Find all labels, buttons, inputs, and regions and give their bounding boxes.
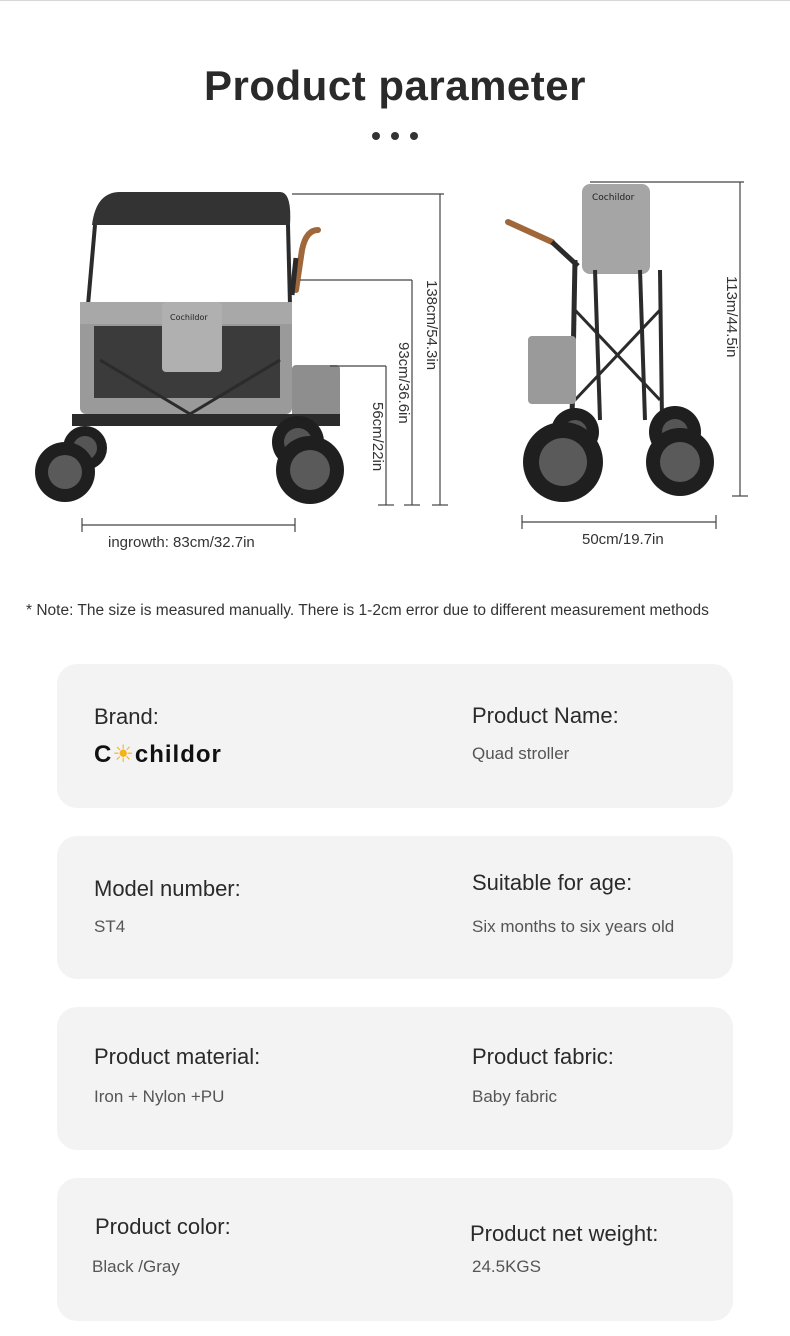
model-number-value: ST4 (94, 917, 126, 936)
fabric-value: Baby fabric (472, 1087, 558, 1106)
net-weight-value: 24.5KGS (472, 1257, 541, 1276)
page-title: Product parameter (204, 62, 586, 109)
fabric-label: Product fabric: (472, 1044, 614, 1069)
material-label: Product material: (94, 1044, 261, 1069)
dim-handle-height: 93cm/36.6in (395, 342, 412, 424)
dim-folded-height: 113m/44.5in (723, 276, 740, 358)
suitable-age-label: Suitable for age: (472, 870, 633, 895)
product-name-value: Quad stroller (472, 744, 570, 763)
top-divider (0, 0, 790, 1)
spec-card-model (57, 836, 733, 979)
spec-card-material (57, 1007, 733, 1150)
svg-text:Cochildor: Cochildor (170, 313, 208, 322)
color-value: Black /Gray (92, 1257, 180, 1276)
model-number-label: Model number: (94, 876, 241, 901)
product-name-label: Product Name: (472, 703, 619, 728)
material-value: Iron + Nylon +PU (94, 1087, 225, 1106)
suitable-age-value: Six months to six years old (472, 917, 675, 936)
brand-logo: C☀childor (94, 741, 222, 768)
dimension-diagram (0, 170, 790, 570)
net-weight-label: Product net weight: (470, 1221, 659, 1246)
dim-front-width: ingrowth: 83cm/32.7in (108, 534, 255, 551)
front-view-stroller (35, 192, 344, 504)
sun-icon: ☀ (112, 741, 135, 768)
side-view-stroller (508, 184, 714, 502)
spec-card-color (57, 1178, 733, 1321)
svg-text:Cochildor: Cochildor (592, 193, 635, 203)
brand-label: Brand: (94, 704, 159, 729)
title-dots-decoration (372, 132, 418, 142)
spec-card-brand (57, 664, 733, 808)
measurement-note: * Note: The size is measured manually. There is 1-2cm error due to different measurement methods (26, 602, 709, 619)
color-label: Product color: (95, 1214, 231, 1239)
dim-overall-height: 138cm/54.3in (423, 280, 440, 371)
dim-side-width: 50cm/19.7in (582, 531, 664, 548)
dim-basket-height: 56cm/22in (369, 402, 386, 472)
